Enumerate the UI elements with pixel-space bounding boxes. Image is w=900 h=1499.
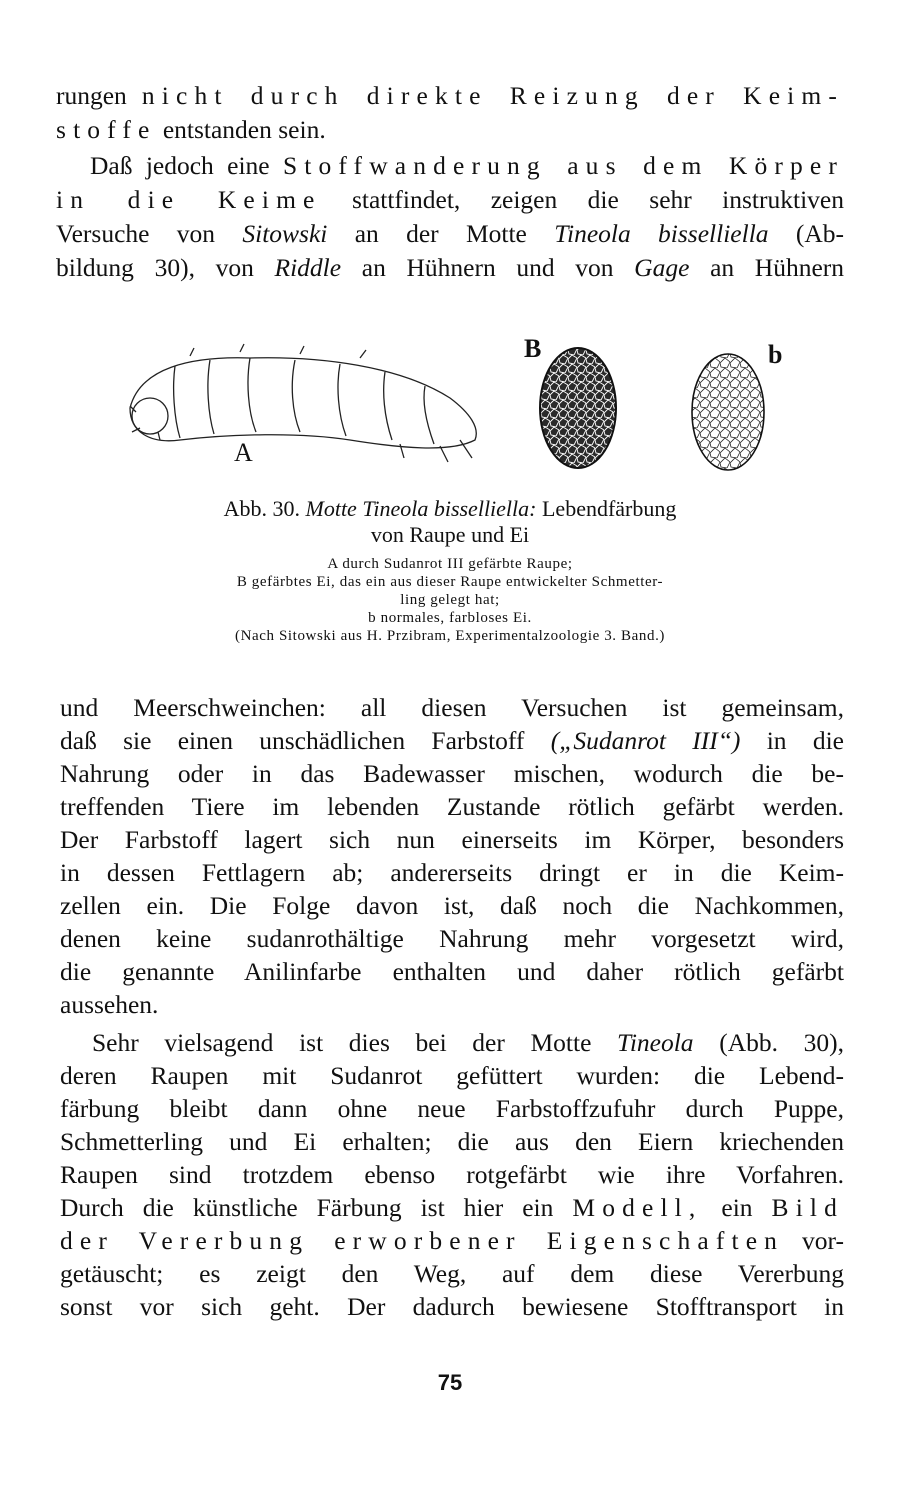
text-run: an Hühnern — [710, 253, 845, 282]
text-line — [56, 114, 844, 146]
larva-drawing — [130, 344, 476, 462]
figure-label-b-upper: B — [524, 334, 542, 363]
spaced-text: nicht durch direkte Reizung der Keim- — [141, 81, 844, 110]
figure-caption-source: (Nach Sitowski aus H. Przibram, Experimentalzoologie 3. Band.) — [234, 628, 666, 644]
text-line: getäuscht; es zeigt den Weg, auf dem diese Vererbung — [60, 1259, 844, 1288]
text-line — [56, 80, 844, 112]
figure-caption-line: B gefärbtes Ei, das ein aus dieser Raupe entwickelter Schmetter- — [236, 574, 664, 590]
author-name: Gage — [634, 253, 690, 282]
text-line: Schmetterling und Ei erhalten; die aus den Eiern kriechenden — [60, 1127, 844, 1156]
text-line: zellen ein. Die Folge davon ist, daß noch die Nachkommen, — [60, 891, 844, 920]
text-line: der Vererbung erworbener Eigenschaften vor- — [60, 1226, 845, 1255]
text-run: rungen — [56, 81, 127, 110]
figure-caption-line: b normales, farbloses Ei. — [368, 610, 532, 626]
figure-caption-line: A durch Sudanrot III gefärbte Raupe; — [327, 556, 573, 572]
stained-egg-drawing — [540, 348, 616, 468]
text-line: Sehr vielsagend ist dies bei der Motte Tineola (Abb. 30), — [92, 1028, 844, 1057]
spaced-text: Modell, — [572, 1193, 703, 1222]
figure-caption-title: Abb. 30. Motte Tineola bisselliella: Lebendfärbung — [223, 496, 677, 521]
text-run: (Ab- — [795, 219, 845, 248]
figure-label-b-lower: b — [768, 340, 783, 369]
text-line: färbung bleibt dann ohne neue Farbstoffzufuhr durch Puppe, — [60, 1094, 844, 1123]
text-line: deren Raupen mit Sudanrot gefüttert wurden: die Lebend- — [60, 1061, 844, 1090]
text-line: aussehen. — [60, 990, 159, 1019]
text-line: Nahrung oder in das Badewasser mischen, wodurch die be- — [60, 759, 844, 788]
dye-name: („Sudanrot III“) — [550, 726, 741, 755]
text-line: denen keine sudanrothältige Nahrung mehr vorgesetzt wird, — [60, 924, 844, 953]
author-name: Riddle — [274, 253, 342, 282]
species-name: Tineola bisselliella — [554, 219, 769, 248]
text-line: die genannte Anilinfarbe enthalten und daher rötlich gefärbt — [60, 957, 844, 986]
figure-label-a: A — [234, 438, 253, 467]
author-name: Sitowski — [242, 219, 328, 248]
text-line — [56, 218, 844, 250]
text-run: an der Motte — [354, 219, 527, 248]
text-line — [56, 252, 844, 284]
text-line: Raupen sind trotzdem ebenso rotgefärbt wie ihre Vorfahren. — [60, 1160, 844, 1189]
spaced-text: Bild — [771, 1193, 845, 1222]
text-line: daß sie einen unschädlichen Farbstoff („Sudanrot III“) in die — [60, 726, 844, 755]
figure-illustration — [100, 328, 800, 488]
text-line: sonst vor sich geht. Der dadurch bewiesene Stofftransport in — [60, 1292, 844, 1321]
spaced-text: der Vererbung erworbener Eigenschaften — [60, 1226, 785, 1255]
figure-caption-subtitle: von Raupe und Ei — [370, 522, 530, 547]
figure-caption-line: ling gelegt hat; — [400, 592, 500, 608]
text-line: Der Farbstoff lagert sich nun einerseits im Körper, besonders — [60, 825, 844, 854]
text-line: in dessen Fettlagern ab; andererseits dringt er in die Keim- — [60, 858, 844, 887]
page-number: 75 — [437, 1370, 463, 1395]
text-run: entstanden sein. — [162, 115, 326, 144]
text-run: Versuche von — [56, 219, 216, 248]
normal-egg-drawing — [692, 354, 764, 470]
spaced-text: Stoffwanderung aus dem Körper — [282, 151, 844, 180]
moth-larva-and-eggs-drawing — [100, 328, 800, 488]
text-run: Daß jedoch eine — [90, 151, 270, 180]
spaced-text: stoffe — [56, 115, 157, 144]
text-line: treffenden Tiere im lebenden Zustande rötlich gefärbt werden. — [60, 792, 844, 821]
text-run: an Hühnern und von — [361, 253, 614, 282]
text-line: und Meerschweinchen: all diesen Versuchen ist gemeinsam, — [60, 693, 844, 722]
text-line — [56, 184, 844, 216]
text-line: Durch die künstliche Färbung ist hier ein Modell, ein Bild — [60, 1193, 845, 1222]
species-name: Tineola — [617, 1028, 694, 1057]
text-run: stattfindet, zeigen die sehr instruktiven — [351, 185, 844, 214]
text-line — [90, 150, 844, 182]
spaced-text: in die Keime — [56, 185, 322, 214]
text-run: bildung 30), von — [56, 253, 254, 282]
